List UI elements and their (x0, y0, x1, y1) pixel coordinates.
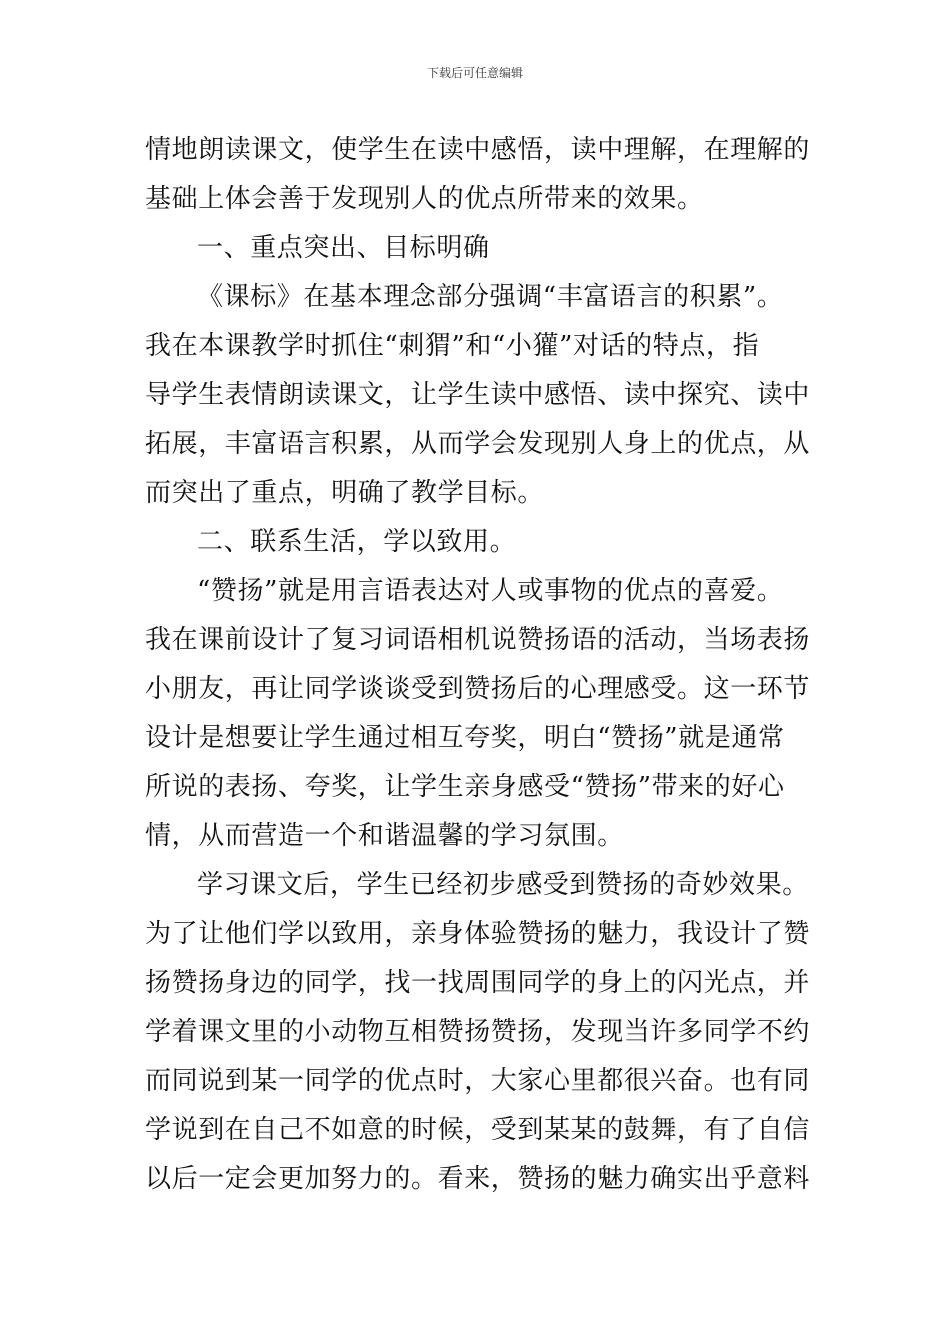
text-line: 学习课文后，学生已经初步感受到赞扬的奇妙效果。 (197, 870, 809, 900)
page-header: 下载后可任意编辑 (426, 66, 523, 80)
section-heading: 一、重点突出、目标明确 (197, 233, 490, 263)
text-line: “赞扬”就是用言语表达对人或事物的优点的喜爱。 (197, 576, 784, 606)
section-heading: 二、联系生活，学以致用。 (197, 527, 517, 557)
text-line: 学着课文里的小动物互相赞扬赞扬，发现当许多同学不约 (145, 1017, 811, 1047)
text-line: 情，从而营造一个和谐温馨的学习氛围。 (145, 821, 624, 851)
text-line: 以后一定会更加努力的。看来，赞扬的魅力确实出乎意料 (145, 1164, 811, 1194)
text-line: 设计是想要让学生通过相互夸奖，明白“赞扬”就是通常 (145, 723, 785, 753)
text-line: 所说的表扬、夸奖，让学生亲身感受“赞扬”带来的好心 (145, 772, 785, 802)
text-line: 我在课前设计了复习词语相机说赞扬语的活动，当场表扬 (145, 625, 811, 655)
text-line: 为了让他们学以致用，亲身体验赞扬的魅力，我设计了赞 (145, 919, 811, 949)
text-line: 基础上体会善于发现别人的优点所带来的效果。 (145, 184, 704, 214)
text-line: 而突出了重点，明确了教学目标。 (145, 478, 545, 508)
text-line: 而同说到某一同学的优点时，大家心里都很兴奋。也有同 (145, 1066, 811, 1096)
text-line: 我在本课教学时抓住“刺猬”和“小獾”对话的特点，指 (145, 331, 760, 361)
text-line: 《课标》在基本理念部分强调“丰富语言的积累”。 (197, 282, 784, 312)
text-line: 小朋友，再让同学谈谈受到赞扬后的心理感受。这一环节 (145, 674, 811, 704)
document-body (145, 126, 815, 1204)
text-line: 学说到在自己不如意的时候，受到某某的鼓舞，有了自信 (145, 1115, 811, 1145)
text-line: 拓展，丰富语言积累，从而学会发现别人身上的优点，从 (145, 429, 811, 459)
text-line: 情地朗读课文，使学生在读中感悟，读中理解，在理解的 (145, 135, 811, 165)
text-line: 导学生表情朗读课文，让学生读中感悟、读中探究、读中 (145, 380, 811, 410)
text-line: 扬赞扬身边的同学，找一找周围同学的身上的闪光点，并 (145, 968, 811, 998)
